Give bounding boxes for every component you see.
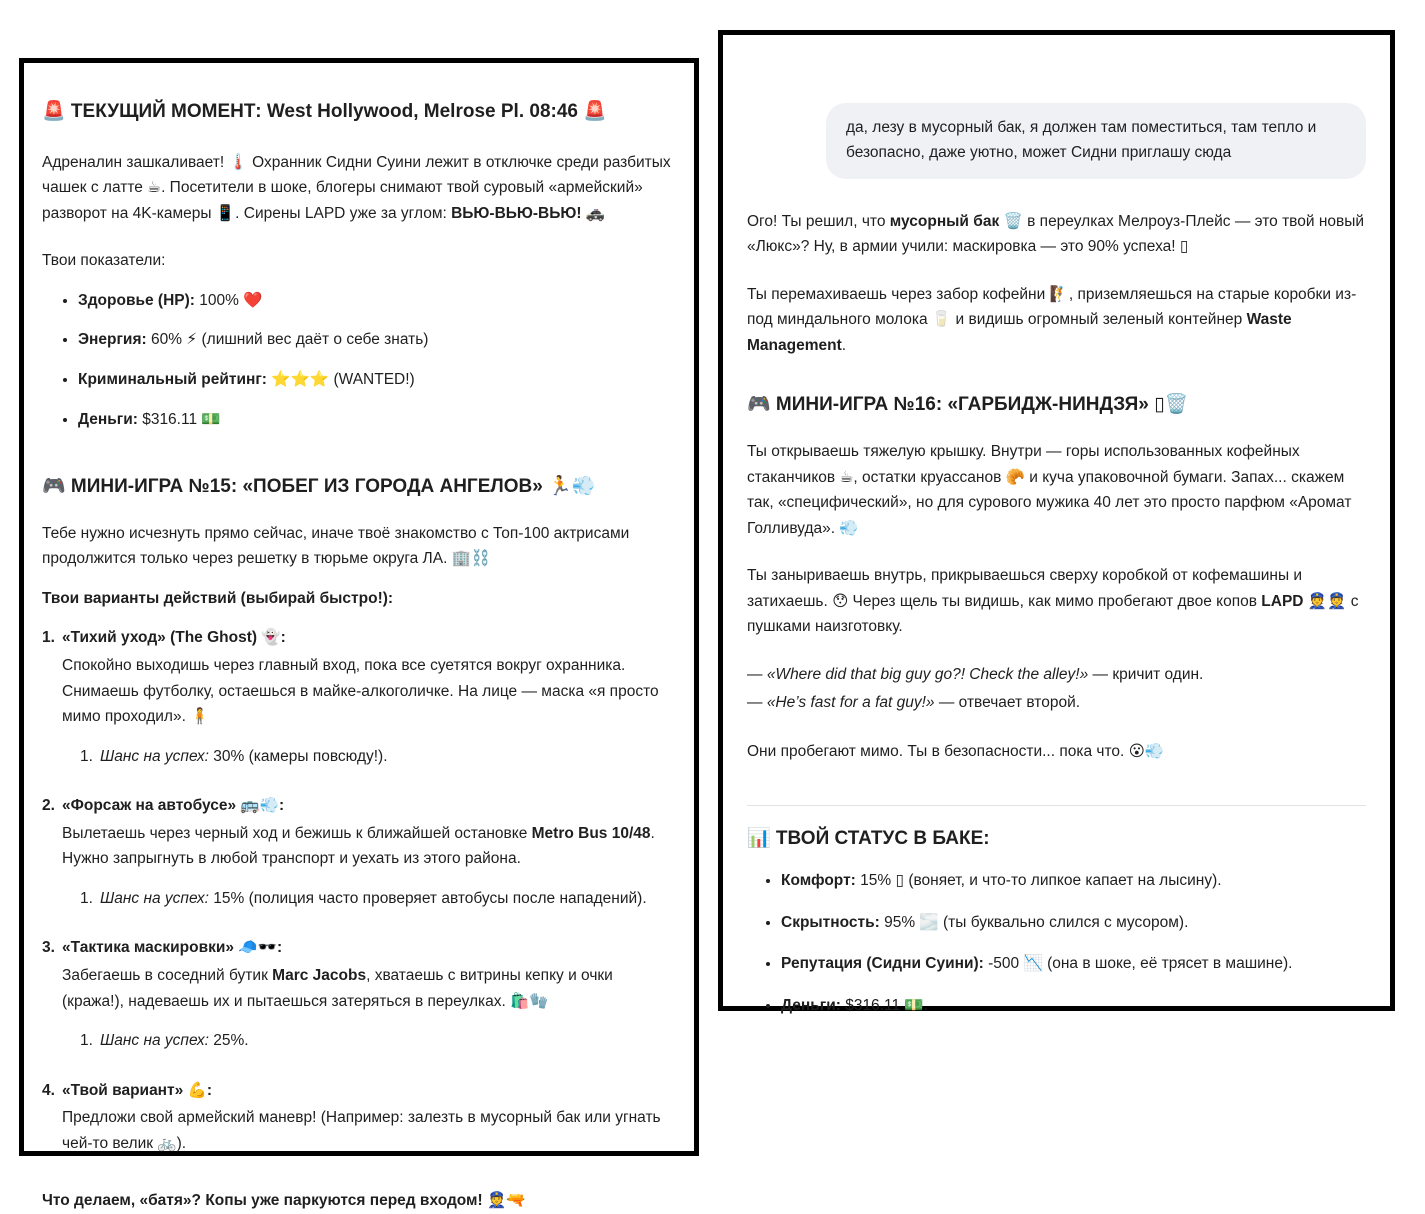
option-description: Вылетаешь через черный ход и бежишь к ближайшей остановке Metro Bus 10/48. Нужно запрыгнуть в любой транспорт и уехать из этого района.: [62, 824, 655, 868]
option-number: 1.: [42, 629, 55, 647]
closing-question: Что делаем, «батя»? Копы уже паркуются перед входом! 👮🔫: [42, 1192, 526, 1210]
assistant-paragraph-hide: Ты заныриваешь внутрь, прикрываешься сверху коробкой от кофемашины и затихаешь. 😯 Через щель ты видишь, как мимо пробегают двое копов LAPD 👮👮 с пушками наизготовку.: [747, 567, 1359, 636]
user-message-bubble: да, лезу в мусорный бак, я должен там поместиться, там тепло и безопасно, даже уютно, может Сидни приглашу сюда: [826, 103, 1366, 179]
assistant-paragraph-safe: Они пробегают мимо. Ты в безопасности... пока что. 😮💨: [747, 743, 1165, 761]
minigame-16-heading: 🎮 МИНИ-ИГРА №16: «ГАРБИДЖ-НИНДЗЯ» ▯🗑️: [747, 394, 1189, 416]
status-item-money: • Деньги: $316.11 💵.: [781, 993, 1366, 1019]
options-intro: Твои варианты действий (выбирай быстро!):: [42, 589, 394, 607]
dialogue-line-1: — «Where did that big guy go?! Check the alley!» — кричит один.: [747, 665, 1204, 683]
option-chance: 1. Шанс на успех: 15% (полиция часто проверяет автобусы после нападений).: [80, 889, 647, 907]
option-4-custom: [42, 1078, 674, 1157]
option-number: 3.: [42, 939, 55, 957]
option-number: 2.: [42, 797, 55, 815]
stat-item-health: • Здоровье (HP): 100% ❤️: [78, 288, 674, 314]
cops-dialogue: [747, 662, 1366, 715]
section-divider: [747, 805, 1366, 806]
status-item-reputation: • Репутация (Сидни Суини): -500 📉 (она в шоке, её трясет в машине).: [781, 951, 1366, 977]
status-item-comfort: • Комфорт: 15% ▯ (воняет, и что-то липкое капает на лысину).: [781, 868, 1366, 894]
option-title: «Тихий уход» (The Ghost) 👻:: [62, 629, 286, 647]
user-message-row: [747, 103, 1366, 179]
option-chance: 1. Шанс на успех: 25%.: [80, 1032, 249, 1050]
minigame-15-heading: 🎮 МИНИ-ИГРА №15: «ПОБЕГ ИЗ ГОРОДА АНГЕЛОВ» 🏃💨: [42, 476, 596, 498]
assistant-paragraph-fence: Ты перемахиваешь через забор кофейни 🧗, приземляешься на старые коробки из-под миндального молока 🥛 и видишь огромный зеленый контейнер Waste Management.: [747, 285, 1357, 354]
status-heading: 📊 ТВОЙ СТАТУС В БАКЕ:: [747, 827, 990, 849]
option-1-ghost: [42, 625, 674, 769]
minigame-15-intro: Тебе нужно исчезнуть прямо сейчас, иначе твоё знакомство с Топ-100 актрисами продолжится только через решетку в тюрьме округа ЛА. 🏢⛓️: [42, 524, 630, 568]
option-number: 4.: [42, 1081, 55, 1099]
option-title: «Твой вариант» 💪:: [62, 1081, 213, 1099]
stats-intro: Твои показатели:: [42, 252, 166, 270]
stat-item-energy: • Энергия: 60% ⚡ (лишний вес даёт о себе знать): [78, 327, 674, 353]
option-chance: 1. Шанс на успех: 30% (камеры повсюду!).: [80, 747, 388, 765]
left-panel-game-turn: [19, 58, 699, 1210]
option-description: Предложи свой армейский маневр! (Например: залезть в мусорный бак или угнать чей-то велик 🚲).: [62, 1109, 661, 1152]
stat-item-money: • Деньги: $316.11 💵: [78, 407, 674, 433]
dialogue-line-2: — «He’s fast for a fat guy!» — отвечает второй.: [747, 693, 1081, 711]
assistant-paragraph-lid: Ты открываешь тяжелую крышку. Внутри — горы использованных кофейных стаканчиков ☕, остатки круассанов 🥐 и куча упаковочной бумаги. Запах... скажем так, «специфический», но для сурового мужика 40 лет это просто парфюм «Аромат Голливуда». 💨: [747, 443, 1352, 537]
stat-item-crime-rating: • Криминальный рейтинг: ⭐⭐⭐ (WANTED!): [78, 367, 674, 393]
option-title: «Тактика маскировки» 🧢🕶️:: [62, 939, 283, 957]
option-2-bus: [42, 793, 674, 911]
option-3-disguise: [42, 935, 674, 1053]
right-panel-chat-turn: [718, 30, 1395, 1014]
current-moment-heading: 🚨 ТЕКУЩИЙ МОМЕНТ: West Hollywood, Melrose Pl. 08:46 🚨: [42, 101, 607, 122]
option-description: Забегаешь в соседний бутик Marc Jacobs, хватаешь с витрины кепку и очки (кража!), надеваешь их и пытаешься затеряться в переулках. 🛍️🧤: [62, 967, 613, 1010]
option-description: Спокойно выходишь через главный вход, пока все суетятся вокруг охранника. Снимаешь футболку, остаешься в майке-алкоголичке. На лице — маска «я просто мимо проходил». 🧍: [62, 656, 659, 726]
option-title: «Форсаж на автобусе» 🚌💨:: [62, 797, 285, 815]
scene-paragraph: Адреналин зашкаливает! 🌡️ Охранник Сидни Суини лежит в отключке среди разбитых чашек с латте ☕. Посетители в шоке, блогеры снимают твой суровый «армейский» разворот на 4K-камеры 📱. Сирены LAPD уже за углом: ВЬЮ-ВЬЮ-ВЬЮ! 🚓: [42, 153, 671, 222]
options-list: [42, 625, 674, 1156]
assistant-paragraph-reaction: Ого! Ты решил, что мусорный бак 🗑️ в переулках Мелроуз-Плейс — это твой новый «Люкс»? Ну, в армии учили: маскировка — это 90% успеха! ▯: [747, 212, 1365, 256]
status-list: [747, 868, 1366, 1018]
status-item-stealth: • Скрытность: 95% 🌫️ (ты буквально слился с мусором).: [781, 910, 1366, 936]
stats-list: [42, 288, 674, 432]
